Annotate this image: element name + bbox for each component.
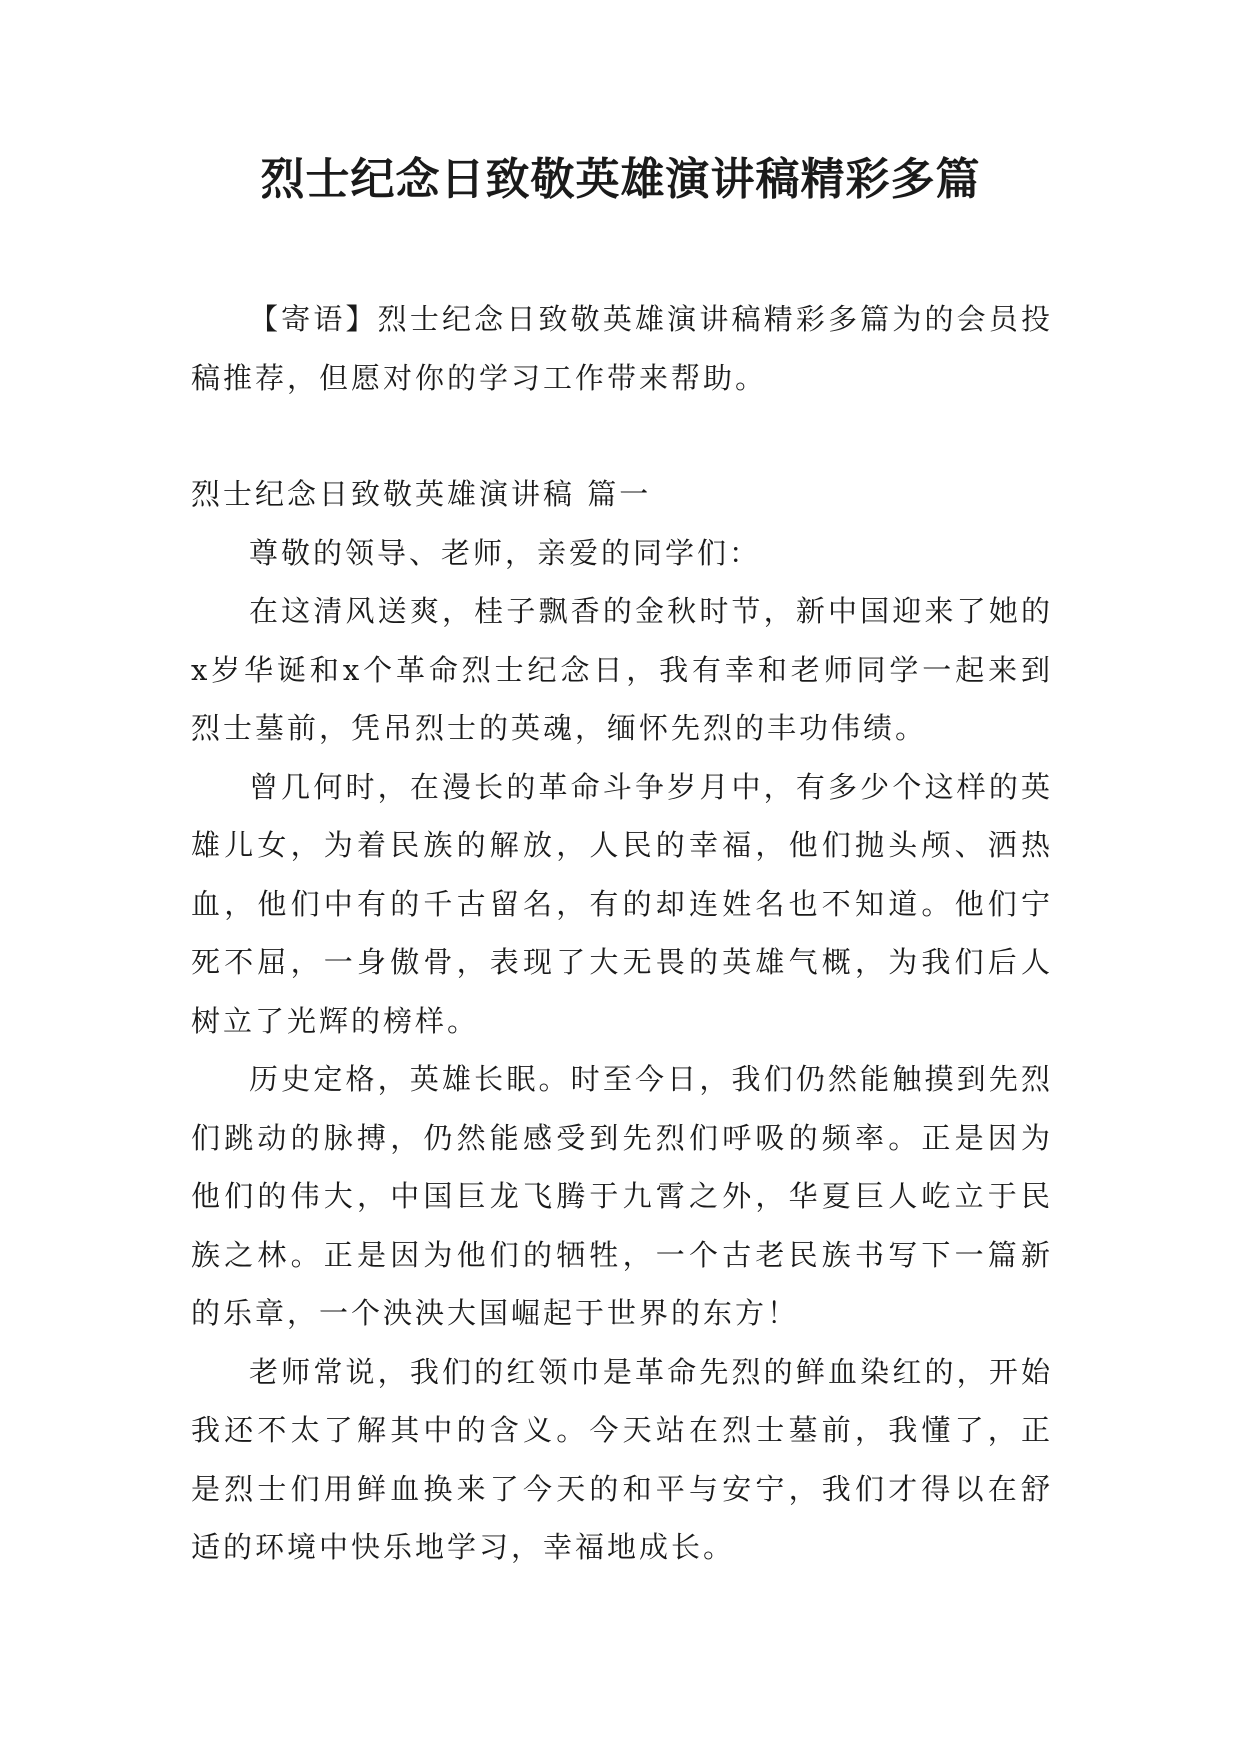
section-heading: 烈士纪念日致敬英雄演讲稿 篇一 [191,477,652,511]
paragraph: 尊敬的领导、老师，亲爱的同学们： [249,535,762,570]
paragraph: 老师常说，我们的红领巾是革命先烈的鲜血染红的，开始我还不太了解其中的含义。今天站在烈士墓前，我懂了，正是烈士们用鲜血换来了今天的和平与安宁，我们才得以在舒适的环境中快乐地学习，幸福地成长。 [191,1354,1053,1564]
paragraph: 曾几何时，在漫长的革命斗争岁月中，有多少个这样的英雄儿女，为着民族的解放，人民的幸福，他们抛头颅、洒热血，他们中有的千古留名，有的却连姓名也不知道。他们宁死不屈，一身傲骨，表现了大无畏的英雄气概，为我们后人树立了光辉的榜样。 [191,769,1053,1038]
document-title: 烈士纪念日致敬英雄演讲稿精彩多篇 [260,154,981,205]
paragraph: 历史定格，英雄长眠。时至今日，我们仍然能触摸到先烈们跳动的脉搏，仍然能感受到先烈们呼吸的频率。正是因为他们的伟大，中国巨龙飞腾于九霄之外，华夏巨人屹立于民族之林。正是因为他们的牺牲，一个古老民族书写下一篇新的乐章，一个泱泱大国崛起于世界的东方！ [191,1062,1053,1330]
intro-paragraph: 【寄语】烈士纪念日致敬英雄演讲稿精彩多篇为的会员投稿推荐，但愿对你的学习工作带来帮助。 [191,302,1053,395]
paragraph: 在这清风送爽，桂子飘香的金秋时节，新中国迎来了她的x岁华诞和x个革命烈士纪念日，我有幸和老师同学一起来到烈士墓前，凭吊烈士的英魂，缅怀先烈的丰功伟绩。 [191,594,1053,745]
document-body [191,290,1053,1577]
